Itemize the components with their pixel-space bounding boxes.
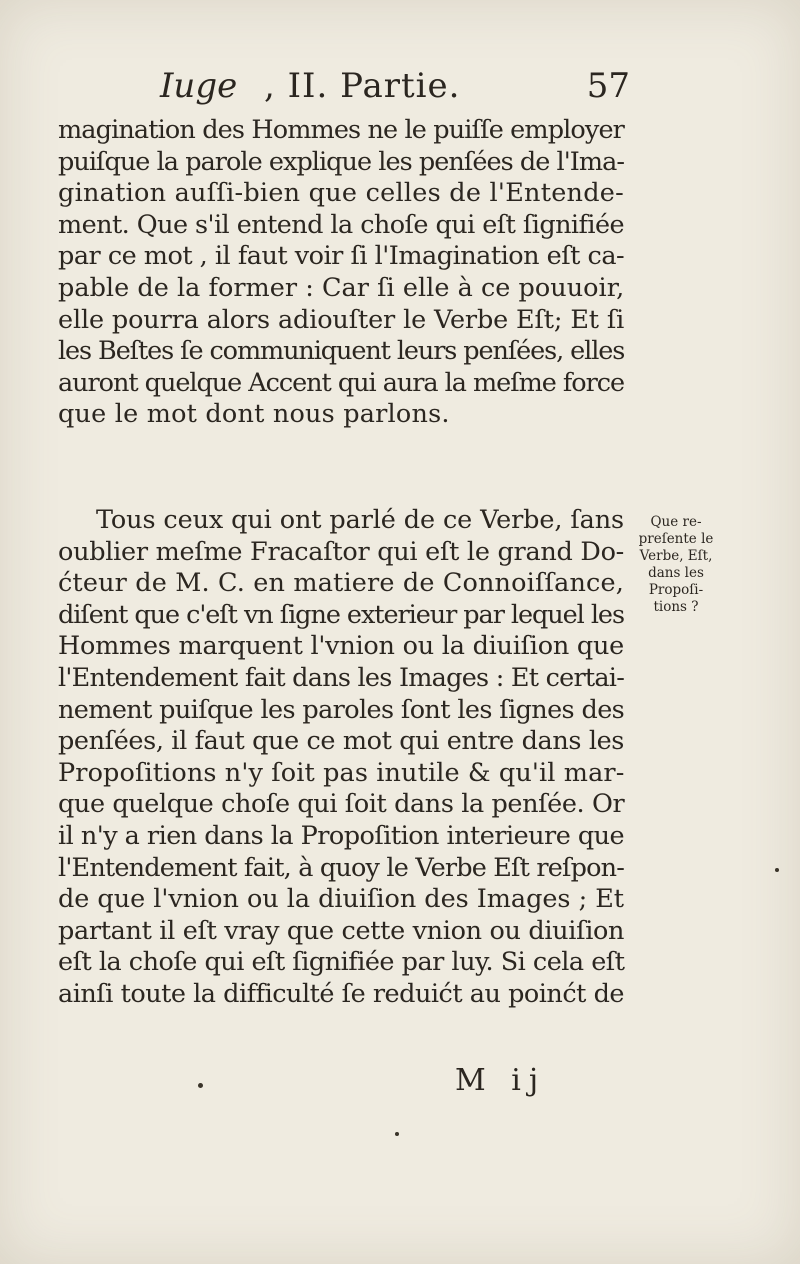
text-line: penſées, il faut que ce mot qui entre dans les — [58, 726, 624, 757]
ink-speck — [198, 1083, 203, 1088]
text-line: ainſi toute la difficulté ſe reduićt au poinćt de — [58, 978, 624, 1009]
running-title: Iuge — [160, 66, 238, 106]
text-line: auront quelque Accent qui aura la meſme force — [58, 367, 624, 398]
text-line: gination auſſi-bien que celles de l'Entende- — [58, 178, 624, 209]
text-line: Propoſitions n'y ſoit pas inutile & qu'il mar- — [58, 757, 625, 788]
text-line: partant il eſt vray que cette vnion ou diuiſion — [58, 915, 625, 946]
ink-speck — [775, 868, 779, 872]
paragraph-2 — [58, 505, 624, 1011]
text-line: nement puiſque les paroles ſont les ſignes des — [58, 694, 625, 725]
text-line: il n'y a rien dans la Propoſition interieure que — [58, 820, 625, 851]
paragraph-1 — [58, 115, 624, 431]
part-label: , II. Partie. — [264, 66, 461, 106]
text-line: Tous ceux qui ont parlé de ce Verbe, ſans — [96, 505, 624, 535]
text-line: ment. Que s'il entend la choſe qui eſt ſignifiée — [58, 209, 624, 240]
text-line: que le mot dont nous parlons. — [58, 399, 450, 430]
text-line: puiſque la parole explique les penſées de l'Ima- — [58, 146, 624, 177]
margin-note-line: tions ? — [653, 599, 699, 615]
signature-mark: M ij — [455, 1063, 547, 1098]
text-line: Hommes marquent l'vnion ou la diuiſion que — [58, 631, 624, 662]
margin-note-line: preſente le — [638, 531, 714, 547]
text-line: oublier meſme Fracaſtor qui eſt le grand Do- — [58, 536, 624, 567]
text-line: l'Entendement fait dans les Images : Et certai- — [58, 662, 625, 693]
text-line: diſent que c'eſt vn ſigne exterieur par lequel les — [58, 599, 624, 630]
margin-note-line: Propoſi- — [648, 582, 704, 598]
text-line: que quelque choſe qui ſoit dans la penſée. Or — [58, 789, 625, 820]
margin-note — [633, 514, 719, 616]
text-line: les Beſtes ſe communiquent leurs penſées, elles — [58, 336, 625, 367]
page-number: 57 — [586, 66, 630, 106]
running-header — [160, 64, 630, 108]
text-line: ćteur de M. C. en matiere de Connoiſſance, — [58, 568, 624, 599]
text-line: eſt la choſe qui eſt ſignifiée par luy. Si cela eſt — [58, 947, 625, 978]
text-line: l'Entendement fait, à quoy le Verbe Eſt reſpon- — [58, 852, 625, 883]
text-line: de que l'vnion ou la diuiſion des Images ; Et — [58, 884, 624, 915]
text-line: elle pourra alors adiouſter le Verbe Eſt; Et ſi — [58, 304, 625, 335]
margin-note-line: Que re- — [650, 514, 702, 530]
text-line: par ce mot , il faut voir ſi l'Imagination eſt ca- — [58, 241, 625, 272]
margin-note-line: dans les — [648, 565, 704, 581]
margin-note-line: Verbe, Eſt, — [639, 548, 713, 564]
text-line: pable de la former : Car ſi elle à ce pouuoir, — [58, 272, 625, 303]
text-line: magination des Hommes ne le puiſſe employer — [58, 115, 624, 145]
ink-speck — [395, 1132, 399, 1136]
